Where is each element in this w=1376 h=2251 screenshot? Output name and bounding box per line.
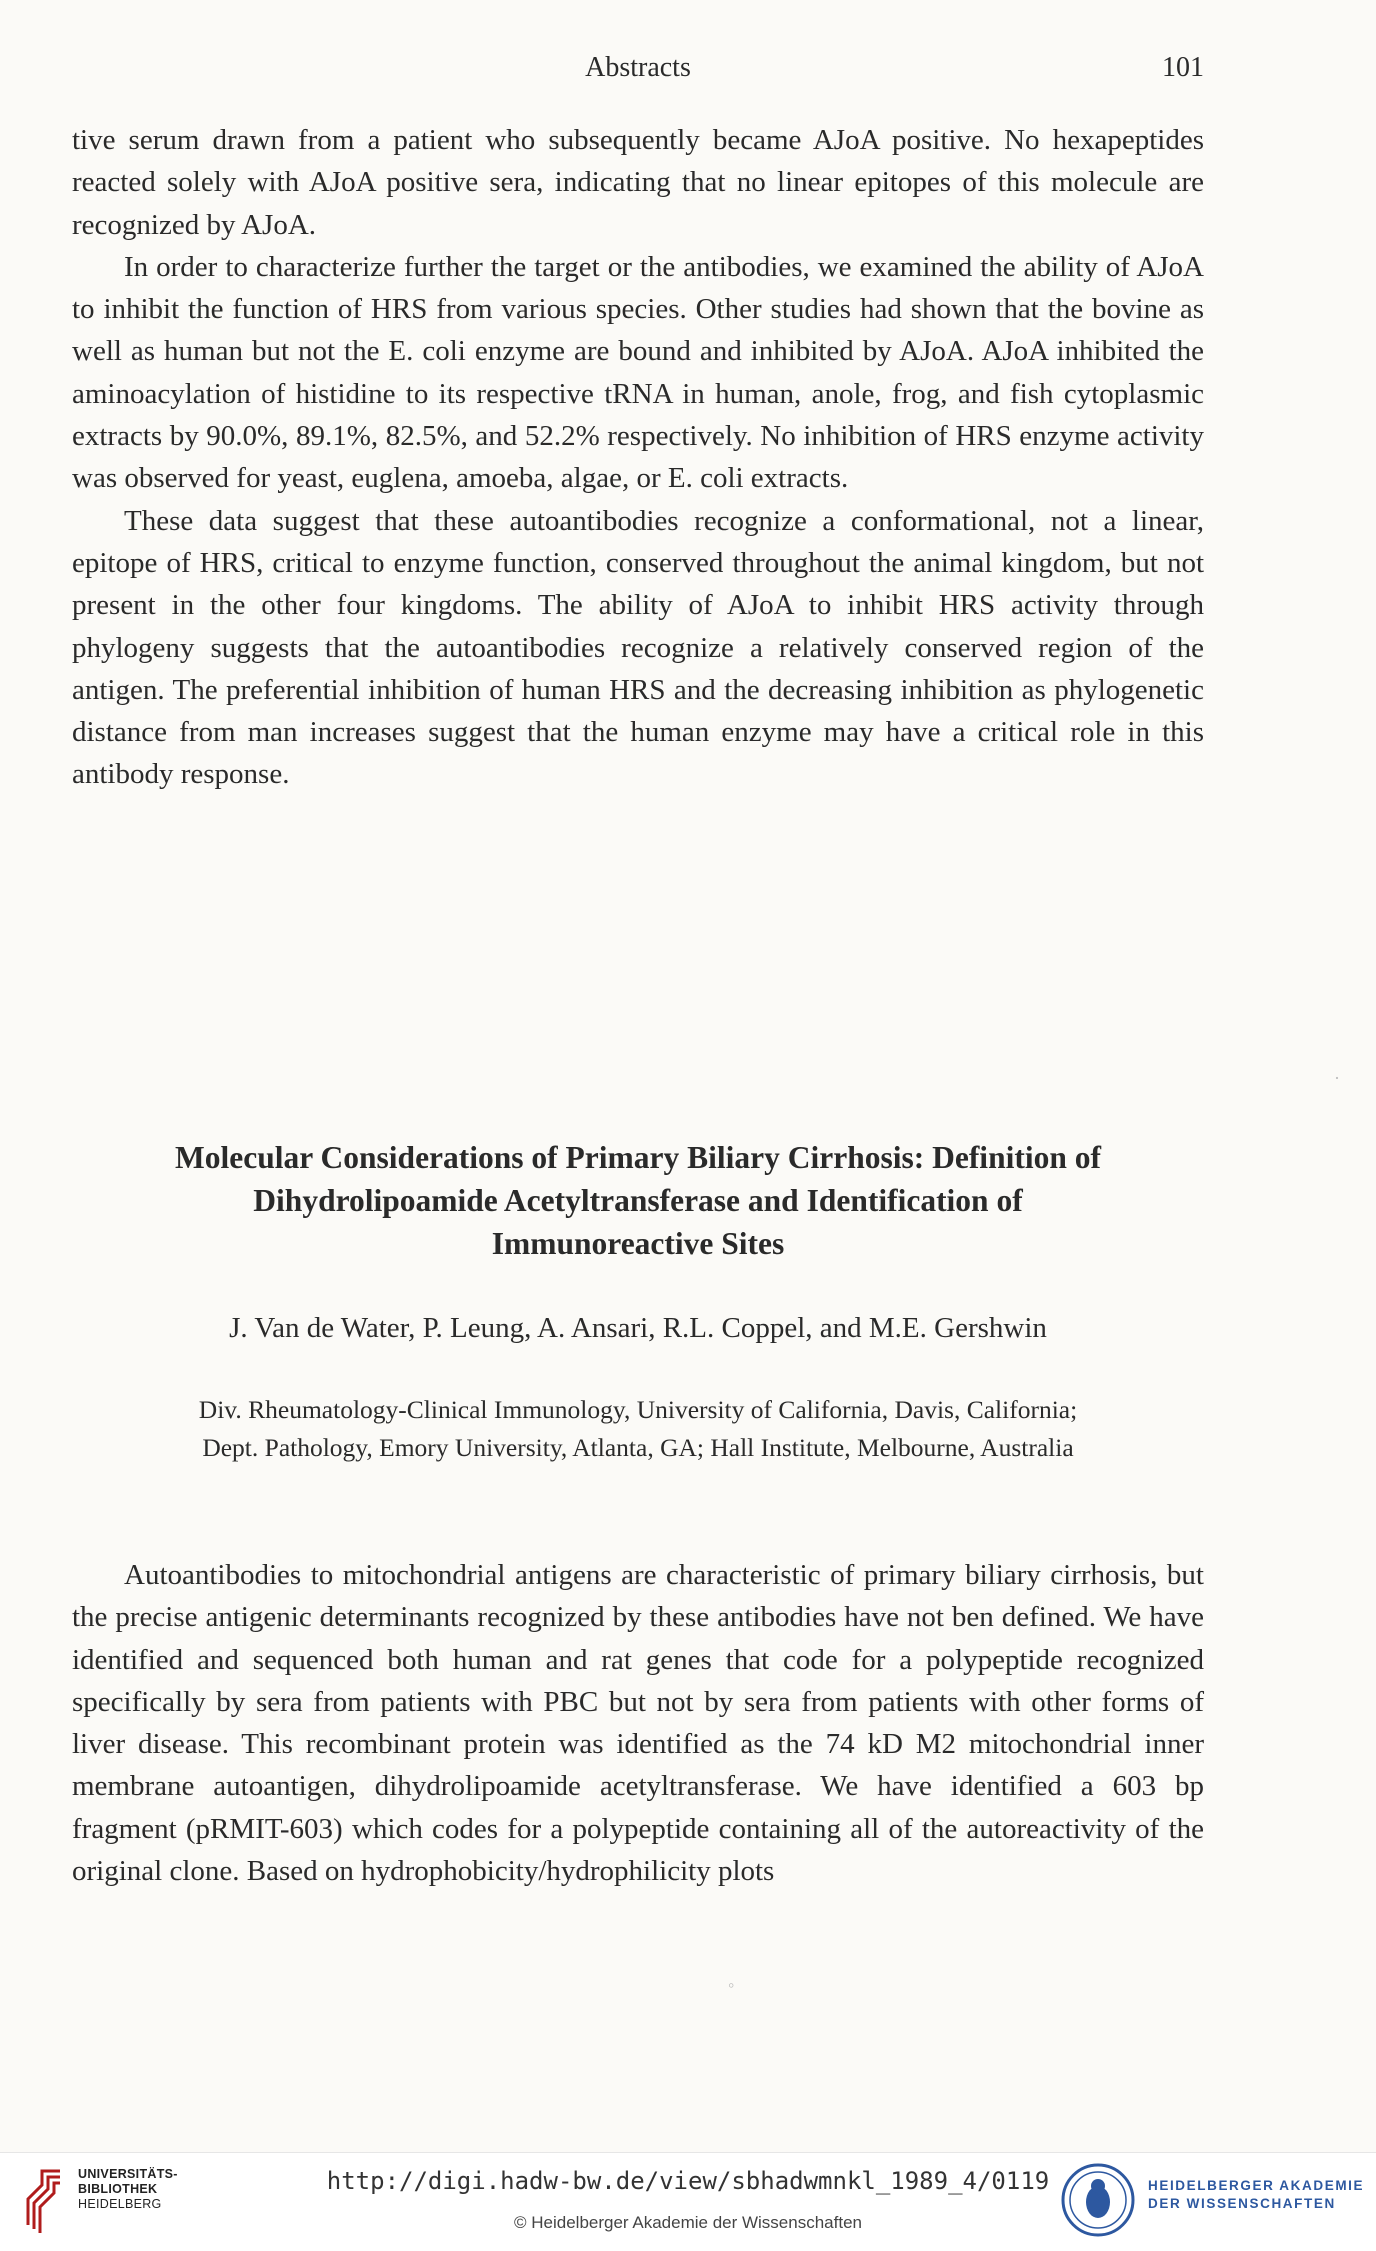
university-library-name: UNIVERSITÄTS- BIBLIOTHEK HEIDELBERG [78, 2167, 178, 2211]
article-title [72, 1136, 1204, 1265]
paragraph: In order to characterize further the target or the antibodies, we examined the ability of AJoA to inhibit the function of HRS from various species. Other studies had shown that the bovine as well as human but not the E. coli enzyme are bound and inhibited by AJoA. AJoA inhibited the aminoacylation of histidine to its respective tRNA in human, anole, frog, and fish cytoplasmic extracts by 90.0%, 89.1%, 82.5%, and 52.2% respectively. No inhibition of HRS enzyme activity was observed for yeast, euglena, amoeba, algae, or E. coli extracts. [72, 250, 1204, 495]
continued-abstract-text [72, 119, 1204, 796]
affiliation-line: Dept. Pathology, Emory University, Atlanta, GA; Hall Institute, Melbourne, Australia [202, 1433, 1074, 1462]
permalink-url[interactable]: http://digi.hadw-bw.de/view/sbhadwmnkl_1989_4/0119 [326, 2167, 1050, 2195]
article-title-line: Immunoreactive Sites [491, 1226, 785, 1261]
academy-name: HEIDELBERGER AKADEMIE DER WISSENSCHAFTEN [1148, 2178, 1365, 2211]
running-head [72, 52, 1204, 92]
article-title-line: Molecular Considerations of Primary Biliary Cirrhosis: Definition of [175, 1140, 1101, 1175]
paragraph: Autoantibodies to mitochondrial antigens are characteristic of primary biliary cirrhosis, but the precise antigenic determinants recognized by these antibodies have not ben defined. We have identified and sequenced both human and rat genes that code for a polypeptide recognized specifically by sera from patients with PBC but not by sera from patients with other forms of liver disease. This recombinant protein was identified as the 74 kD M2 mitochondrial inner membrane autoantigen, dihydrolipoamide acetyltransferase. We have identified a 603 bp fragment (pRMIT-603) which codes for a polypeptide containing all of the autoreactivity of the original clone. Based on hydrophobicity/hydrophilicity plots [72, 1559, 1204, 1888]
article-title-line: Dihydrolipoamide Acetyltransferase and Identification of [253, 1183, 1023, 1218]
article-abstract [72, 1554, 1204, 1892]
academy-seal-icon [1060, 2162, 1136, 2238]
article-affiliations [72, 1391, 1204, 1467]
running-head-title: Abstracts [585, 52, 691, 83]
page-number: 101 [1162, 52, 1204, 83]
article-authors: J. Van de Water, P. Leung, A. Ansari, R.L. Coppel, and M.E. Gershwin [229, 1312, 1047, 1344]
affiliation-line: Div. Rheumatology-Clinical Immunology, University of California, Davis, California; [198, 1395, 1078, 1424]
paragraph: tive serum drawn from a patient who subsequently became AJoA positive. No hexapeptides reacted solely with AJoA positive sera, indicating that no linear epitopes of this molecule are recognized by AJoA. [72, 124, 1204, 241]
copyright-notice: © Heidelberger Akademie der Wissenschaften [514, 2213, 862, 2232]
show-through-bleed [90, 968, 1210, 1100]
margin-dot: · [1334, 1068, 1340, 1088]
paragraph: These data suggest that these autoantibodies recognize a conformational, not a linear, epitope of HRS, critical to enzyme function, conserved throughout the animal kingdom, but not present in the other four kingdoms. The ability of AJoA to inhibit HRS activity through phylogeny suggests that the autoantibodies recognize a relatively conserved region of the antigen. The preferential inhibition of human HRS and the decreasing inhibition as phylogenetic distance from man increases suggest that the human enzyme may have a critical role in this antibody response. [72, 504, 1204, 791]
margin-dot: ◦ [728, 1975, 735, 1995]
digitization-footer [0, 2152, 1376, 2251]
